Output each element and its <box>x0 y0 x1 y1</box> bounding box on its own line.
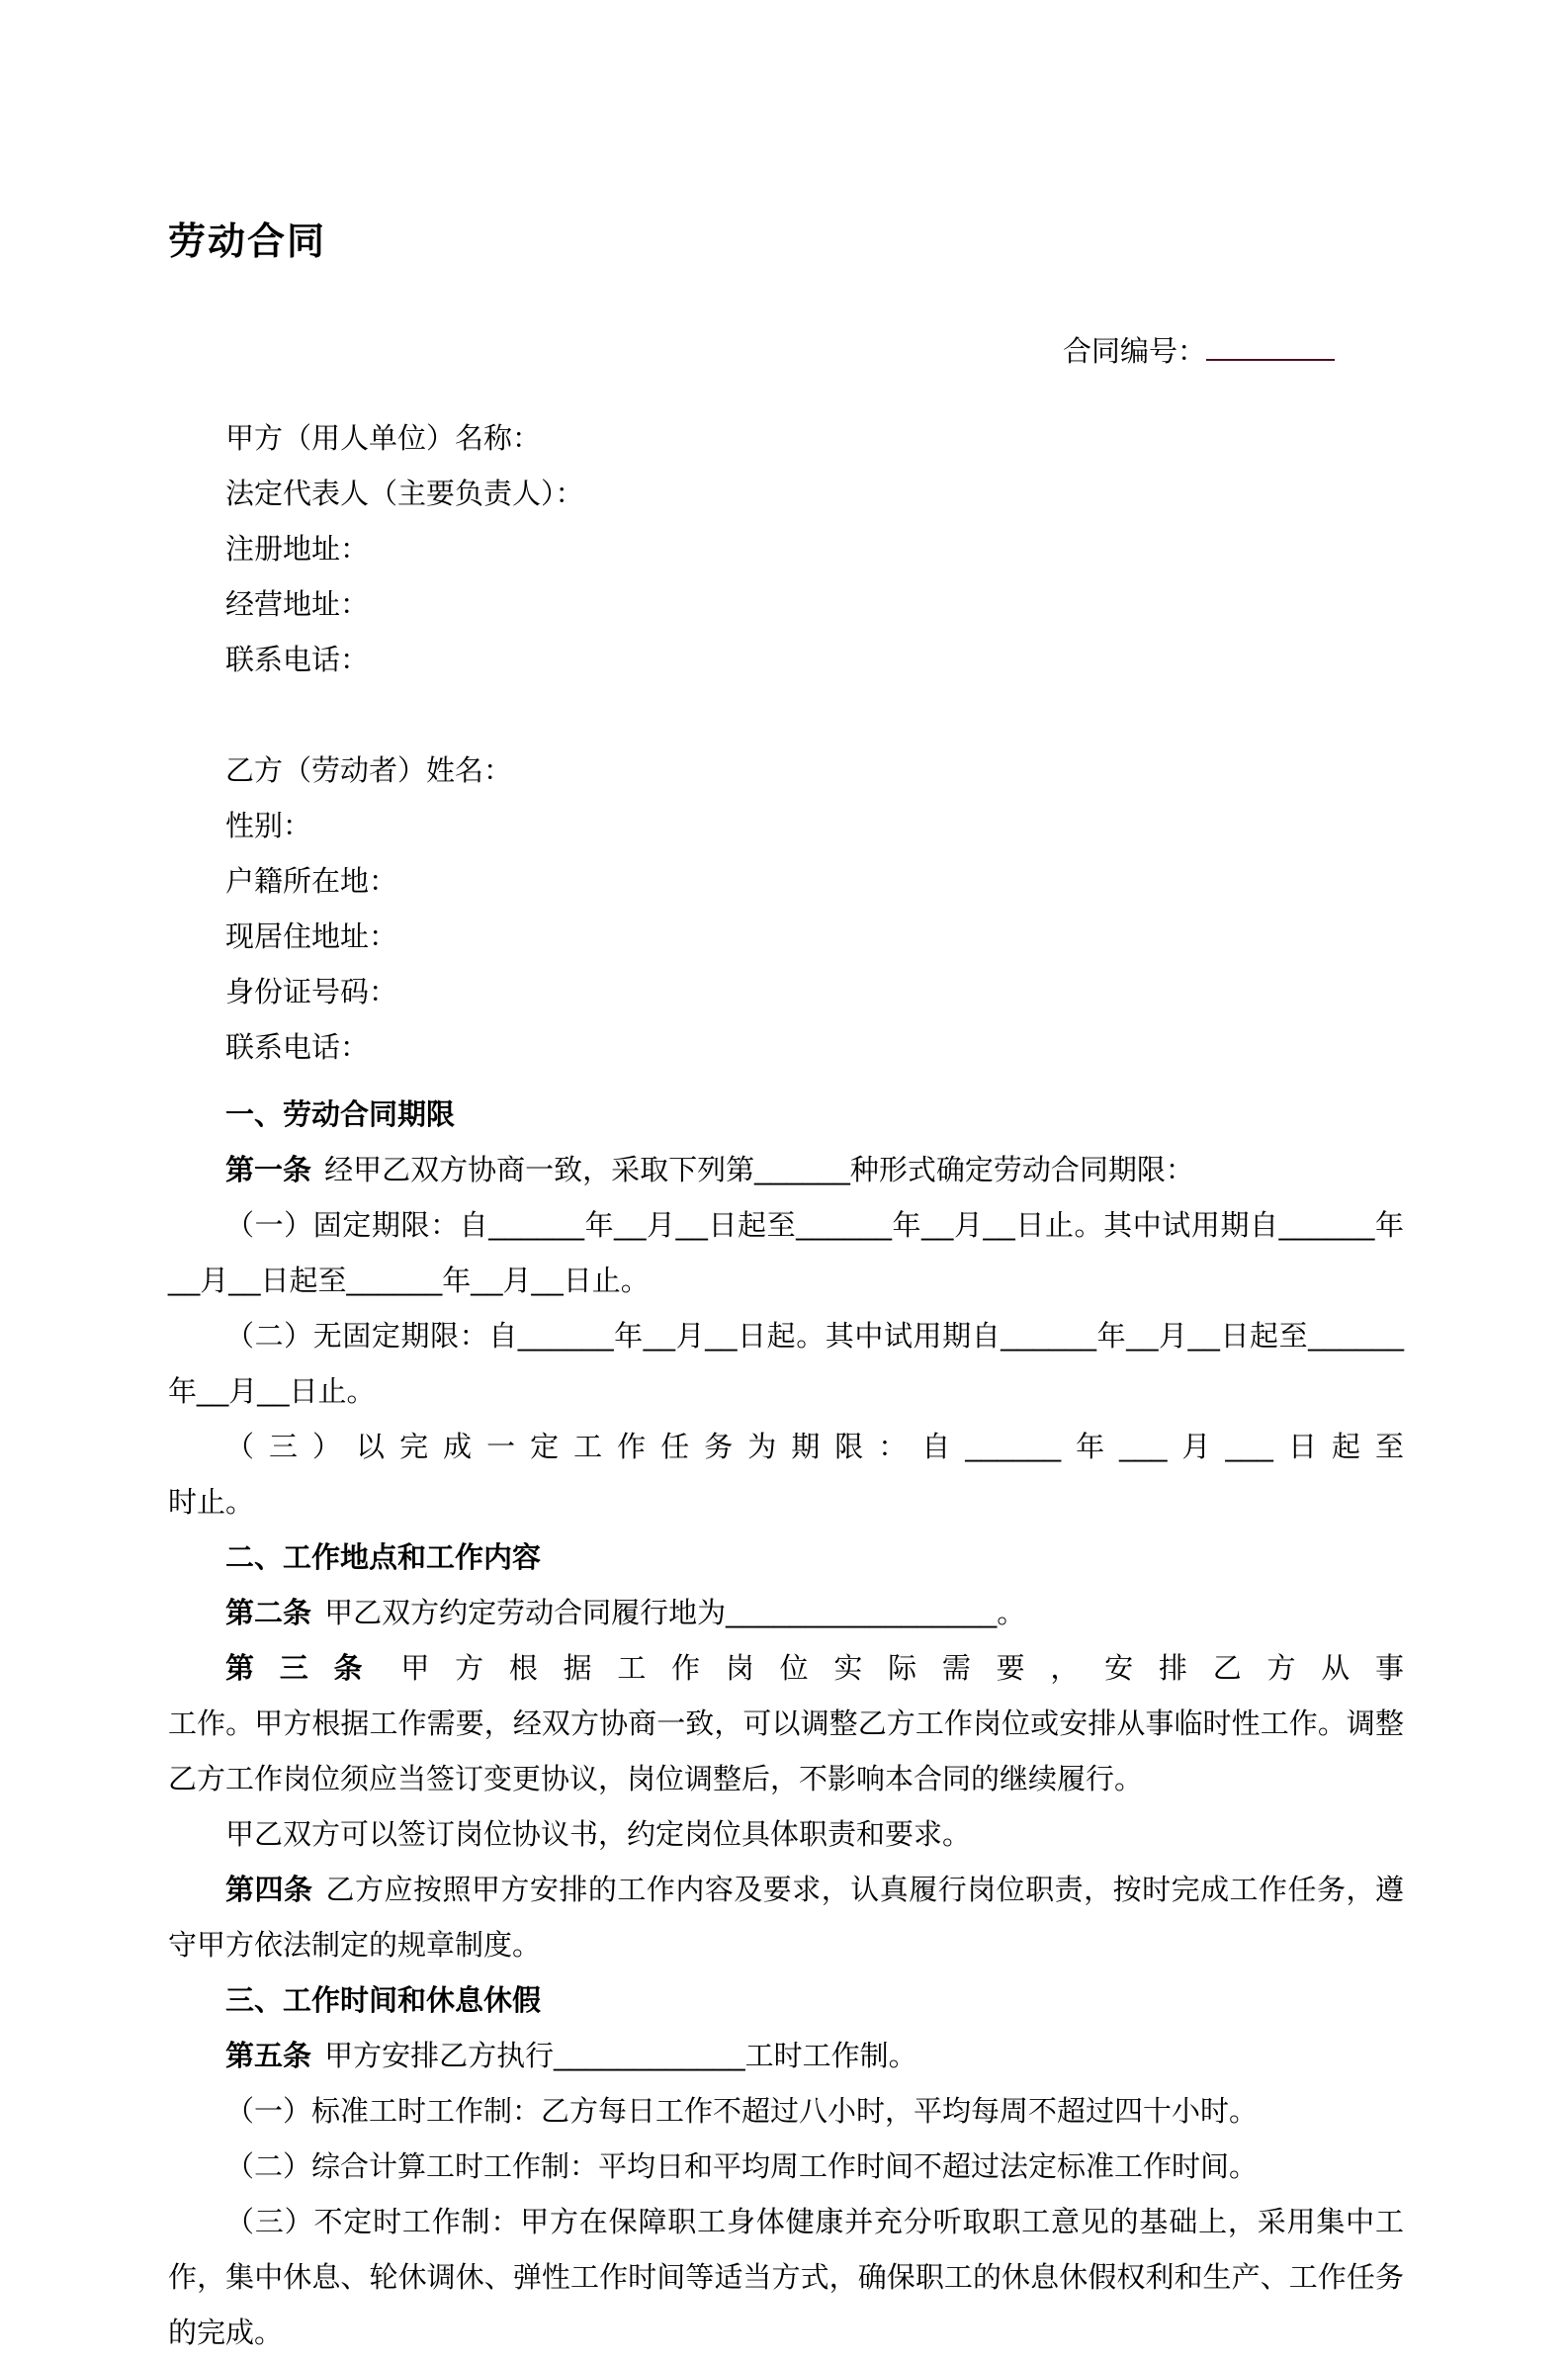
contract-number-blank <box>1206 329 1335 361</box>
spacer <box>168 688 1404 743</box>
clause-5-number: 第五条 <box>225 2040 312 2072</box>
section-heading-working-hours: 三、工作时间和休息休假 <box>225 1984 542 2017</box>
party-a-line: 经营地址： <box>225 588 370 621</box>
clause-3-number: 第三条 <box>225 1652 389 1685</box>
term-option-task-based: （三）以完成一定工作任务为期限：自______年___月___日起至 <box>225 1431 1404 1463</box>
party-b-line: 户籍所在地： <box>225 865 398 898</box>
spacer <box>168 1076 1404 1088</box>
term-option-fixed: （一）固定期限：自______年__月__日起至______年__月__日止。其中试用期自______年__月__日起至______年__月__日止。 <box>168 1209 1404 1297</box>
clause-4-text: 乙方应按照甲方安排的工作内容及要求，认真履行岗位职责，按时完成工作任务，遵守甲方依法制定的规章制度。 <box>168 1874 1404 1962</box>
clause-3-paragraph <box>168 1641 1404 1697</box>
party-a-line: 注册地址： <box>225 533 370 566</box>
clause-4-paragraph <box>168 1863 1404 1973</box>
term-option-task-based-cont: 时止。 <box>168 1486 255 1519</box>
party-a-line: 法定代表人（主要负责人）： <box>225 478 584 510</box>
contract-number-row <box>168 324 1335 380</box>
hours-option-standard: （一）标准工时工作制：乙方每日工作不超过八小时，平均每周不超过四十小时。 <box>225 2095 1259 2128</box>
clause-1-number: 第一条 <box>225 1154 312 1186</box>
party-a-line: 联系电话： <box>225 644 370 676</box>
clause-3-text: 甲方根据工作岗位实际需要，安排乙方从事 <box>400 1652 1404 1685</box>
clause-2-text: 甲乙双方约定劳动合同履行地为_________________。 <box>324 1597 1026 1629</box>
clause-1-paragraph <box>168 1143 1404 1198</box>
hours-option-comprehensive: （二）综合计算工时工作制：平均日和平均周工作时间不超过法定标准工作时间。 <box>225 2150 1259 2183</box>
clause-2-number: 第二条 <box>225 1597 312 1629</box>
clause-3-supplement: 甲乙双方可以签订岗位协议书，约定岗位具体职责和要求。 <box>225 1818 972 1851</box>
clause-2-paragraph <box>168 1586 1404 1641</box>
hours-option-flexible: （三）不定时工作制：甲方在保障职工身体健康并充分听取职工意见的基础上，采用集中工作，集中休息、轮休调休、弹性工作时间等适当方式，确保职工的休息休假权利和生产、工作任务的完成。 <box>168 2206 1404 2349</box>
section-heading-workplace: 二、工作地点和工作内容 <box>225 1541 542 1574</box>
clause-4-number: 第四条 <box>225 1874 313 1906</box>
party-a-line: 甲方（用人单位）名称： <box>225 422 542 455</box>
term-option-open-ended: （二）无固定期限：自______年__月__日起。其中试用期自______年__月__日起至______年__月__日止。 <box>168 1320 1404 1408</box>
party-b-line: 联系电话： <box>225 1031 370 1064</box>
contract-number-label: 合同编号： <box>1062 335 1206 368</box>
party-b-line: 乙方（劳动者）姓名： <box>225 754 513 787</box>
clause-3-paragraph-cont: 工作。甲方根据工作需要，经双方协商一致，可以调整乙方工作岗位或安排从事临时性工作。调整乙方工作岗位须应当签订变更协议，岗位调整后，不影响本合同的继续履行。 <box>168 1707 1404 1795</box>
clause-1-text: 经甲乙双方协商一致，采取下列第______种形式确定劳动合同期限： <box>324 1154 1194 1186</box>
page-title: 劳动合同 <box>168 221 327 263</box>
party-b-line: 身份证号码： <box>225 976 398 1008</box>
section-heading-term: 一、劳动合同期限 <box>225 1098 456 1131</box>
clause-5-text: 甲方安排乙方执行____________工时工作制。 <box>324 2040 917 2072</box>
party-b-line: 现居住地址： <box>225 920 398 953</box>
party-b-line: 性别： <box>225 810 312 842</box>
clause-5-paragraph <box>168 2029 1404 2084</box>
